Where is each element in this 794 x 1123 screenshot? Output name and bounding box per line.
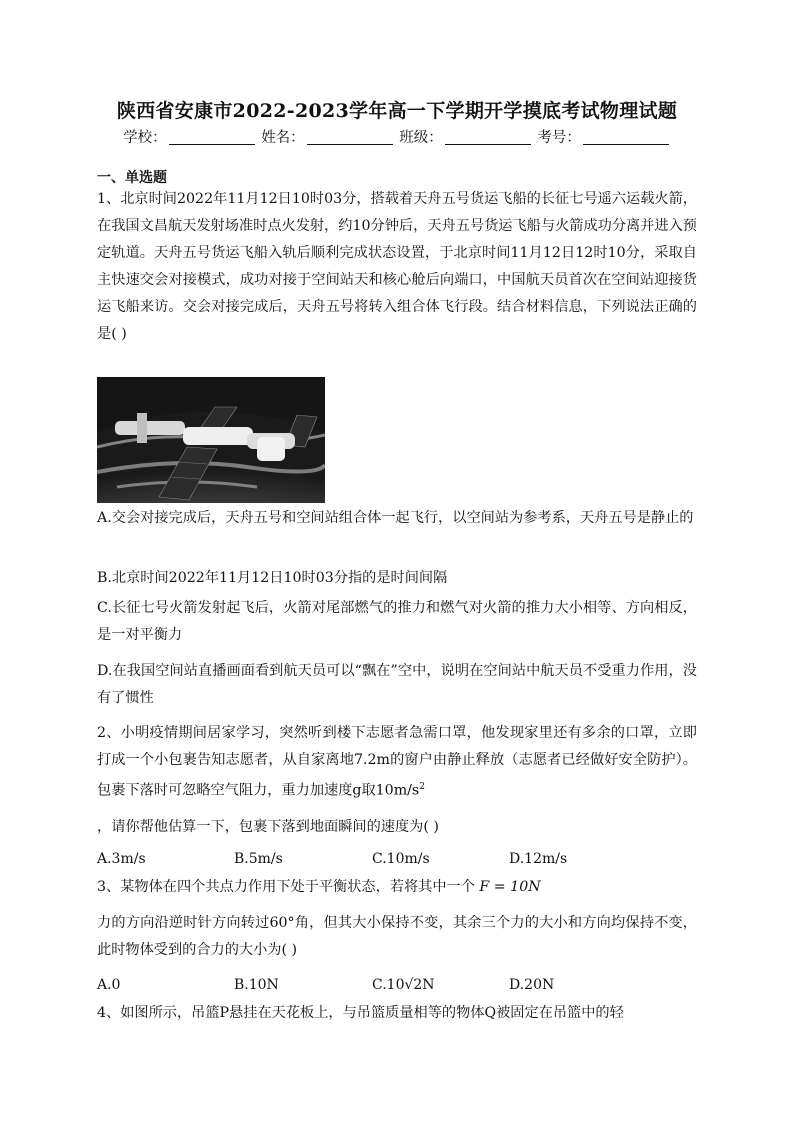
q2-option-d[interactable]: D.12m/s bbox=[509, 851, 568, 867]
exam-title: 陕西省安康市2022-2023学年高一下学期开学摸底考试物理试题 bbox=[116, 100, 678, 122]
q2-stem-text: 2、小明疫情期间居家学习，突然听到楼下志愿者急需口罩，他发现家里还有多余的口罩，立即打成一个小包裹告知志愿者，从自家离地7.2m的窗户由静止释放（志愿者已经做好安全防护）。包裹下落时可忽略空气阻力，重力加速度g取10m/s bbox=[97, 725, 697, 799]
exam-number-blank[interactable] bbox=[583, 130, 669, 145]
q2-stem bbox=[97, 720, 697, 805]
q3-option-c[interactable]: C.10√2N bbox=[372, 977, 435, 993]
q4-stem: 4、如图所示，吊篮P悬挂在天花板上，与吊篮质量相等的物体Q被固定在吊篮中的轻 bbox=[97, 1005, 624, 1021]
exam-number-label: 考号： bbox=[537, 130, 581, 146]
q1-stem: 1、北京时间2022年11月12日10时03分，搭载着天舟五号货运飞船的长征七号遥六运载火箭，在我国文昌航天发射场准时点火发射，约10分钟后，天舟五号货运飞船与火箭成功分离并进入预定轨道。天舟五号货运飞船入轨后顺利完成状态设置，于北京时间11月12日12时10分，采取自主快速交会对接模式，成功对接于空间站天和核心舱后向端口，中国航天员首次在空间站迎接货运飞船来访。交会对接完成后，天舟五号将转入组合体飞行段。结合材料信息，下列说法正确的是( ) bbox=[97, 191, 697, 342]
q3-option-b[interactable]: B.10N bbox=[234, 977, 279, 993]
q1-option-a[interactable]: A.交会对接完成后，天舟五号和空间站组合体一起飞行，以空间站为参考系，天舟五号是静止的 bbox=[97, 510, 694, 526]
class-blank[interactable] bbox=[445, 130, 531, 145]
school-label: 学校： bbox=[123, 130, 167, 146]
student-info-row bbox=[0, 126, 794, 147]
name-label: 姓名： bbox=[261, 130, 305, 146]
q3-option-a[interactable]: A.0 bbox=[97, 977, 121, 993]
q3-stem-text: 3、某物体在四个共点力作用下处于平衡状态，若将其中一个 bbox=[97, 879, 475, 895]
q3-force-formula: F = 10N bbox=[479, 879, 541, 895]
school-blank[interactable] bbox=[169, 130, 255, 145]
name-blank[interactable] bbox=[307, 130, 393, 145]
q2-option-a[interactable]: A.3m/s bbox=[97, 851, 146, 867]
q2-option-b[interactable]: B.5m/s bbox=[234, 851, 283, 867]
q3-option-d[interactable]: D.20N bbox=[509, 977, 555, 993]
class-label: 班级： bbox=[399, 130, 443, 146]
q1-option-b[interactable]: B.北京时间2022年11月12日10时03分指的是时间间隔 bbox=[97, 570, 448, 586]
q3-stem-rest: 力的方向沿逆时针方向转过60°角，但其大小保持不变，其余三个力的大小和方向均保持不变，此时物体受到的合力的大小为( ) bbox=[97, 915, 697, 958]
q2-stem-tail: ，请你帮他估算一下，包裹下落到地面瞬间的速度为( ) bbox=[97, 819, 439, 835]
space-station-photo bbox=[97, 377, 325, 503]
q3-stem-first-line bbox=[97, 874, 541, 901]
q2-exponent: 2 bbox=[419, 782, 425, 792]
section-heading: 一、单选题 bbox=[97, 170, 167, 186]
q1-option-d[interactable]: D.在我国空间站直播画面看到航天员可以“飘在”空中，说明在空间站中航天员不受重力作用，没有了惯性 bbox=[97, 663, 697, 706]
q1-option-c[interactable]: C.长征七号火箭发射起飞后，火箭对尾部燃气的推力和燃气对火箭的推力大小相等、方向相反，是一对平衡力 bbox=[97, 600, 697, 643]
q2-option-c[interactable]: C.10m/s bbox=[372, 851, 430, 867]
